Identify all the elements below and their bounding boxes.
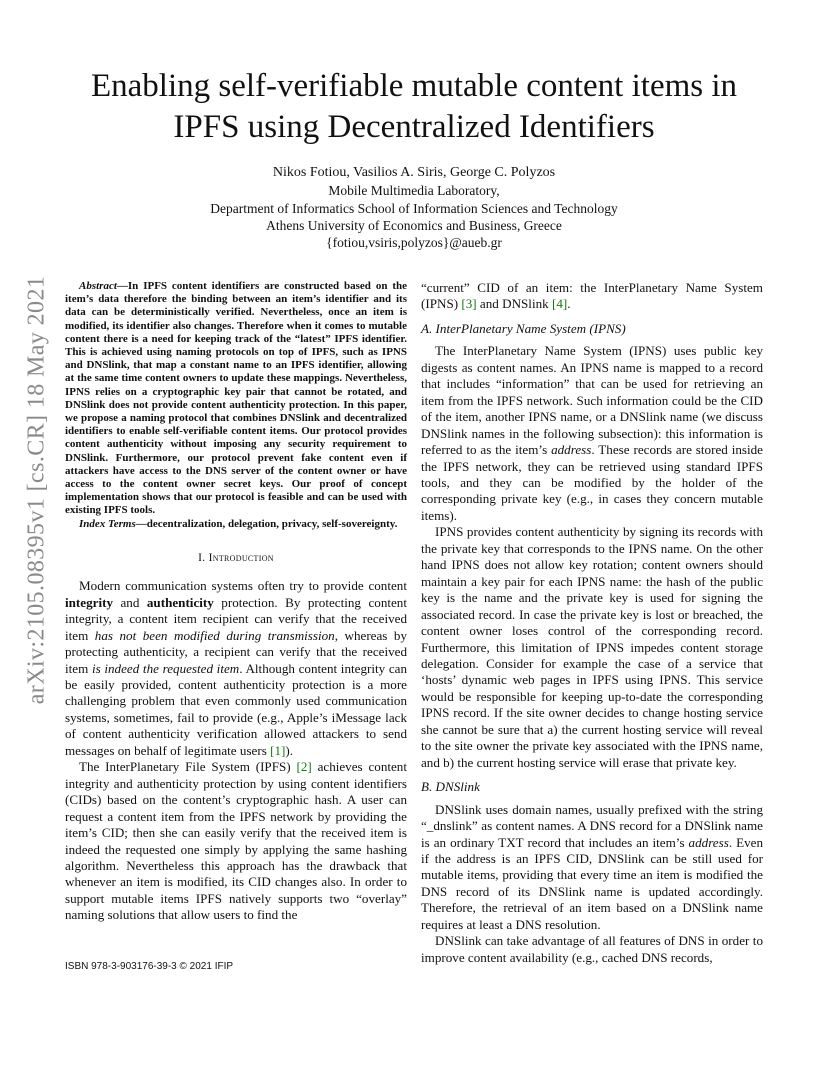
abstract-body: —In IPFS content identifiers are constructed based on the item’s data therefore the binding between an item’s identifier and its data can be deterministically verified. Nevertheless, once an item is modified, its identifier also changes. Therefore when it comes to mutable content there is a need for keeping track of the “latest” IPFS identifier. This is achieved using naming protocols on top of IPFS, such as IPNS and DNSlink, that map a constant name to an IPFS identifier, allowing at the same time content owners to update these mappings. Nevertheless, IPNS relies on a cryptographic key pair that cannot be rotated, and DNSlink does not provide content authenticity protection. In this paper, we propose a naming protocol that combines DNSlink and decentralized identifiers to enable self-verifiable content items. Our protocol provides content authenticity without imposing any security requirement to DNSlink. Furthermore, our protocol prevent fake content even if attackers have access to the DNS server of the content owner or have access to the content owner secret keys. Our proof of concept implementation shows that our protocol is feasible and can be used with existing IPFS tools.: [65, 280, 407, 517]
emphasis-text: has not been modified during transmission: [94, 627, 335, 643]
index-terms-body: —decentralization, delegation, privacy, self-sovereignty.: [135, 517, 398, 530]
index-terms: [65, 518, 407, 531]
text-run: . Although content integrity can be easily provided, content authenticity protection is a more challenging problem that even commonly used communication systems, sometimes, fail to provide (e.g., Apple’s iMessage lack of content authenticity verification allowed attackers to send messages on behalf of legitimate users: [65, 660, 408, 758]
text-run: , whereas by protecting authenticity, a recipient can verify that the received item: [65, 627, 408, 676]
arxiv-identifier-text: arXiv:2105.08395v1 [cs.CR] 18 May 2021: [23, 275, 50, 705]
text-run: Modern communication systems often try to provide content: [79, 578, 407, 594]
author-emails: {fotiou,vsiris,polyzos}@aueb.gr: [326, 235, 502, 251]
section-heading-introduction: [65, 550, 407, 566]
ipns-paragraph-1: [421, 343, 763, 524]
citation-link-2[interactable]: [2]: [296, 759, 312, 775]
abstract-label: Abstract: [79, 280, 117, 292]
section-title: Introduction: [208, 551, 274, 564]
bold-term-integrity: integrity: [65, 594, 113, 610]
text-run: and DNSlink: [476, 296, 552, 312]
emphasis-text: address: [688, 834, 729, 850]
arxiv-side-identifier: [17, 275, 57, 705]
text-run: achieves content integrity and authenticity protection by using content identifiers (CIDs) based on the content’s cryptographic hash. A user can request a content item from the IPFS network by providing the item’s CID; then she can easily verify that the received item is indeed the requested one simply by applying the same hashing algorithm. Nevertheless this approach has the drawback that whenever an item is modified, its CID changes also. In order to support mutable items IPFS natively supports two “overlay” naming solutions that allow users to find the: [65, 759, 407, 923]
footer-isbn: ISBN 978-3-903176-39-3 © 2021 IFIP: [65, 961, 234, 972]
text-run: .: [567, 296, 571, 312]
citation-link-3[interactable]: [3]: [461, 296, 477, 312]
text-run: . Even if the address is an IPFS CID, DNSlink can be still used for mutable items, providing that every time an item is modified the DNS record of its DNSlink name is updated accordingly. Therefore, the retrieval of an item based on a DNSlink name requires at least a DNS resolution.: [421, 834, 763, 932]
subsection-heading-dnslink: B. DNSlink: [421, 779, 480, 795]
author-block: [100, 164, 728, 251]
right-column: [421, 280, 763, 966]
text-run: and: [113, 594, 147, 610]
title-line-1: Enabling self-verifiable mutable content items in: [90, 68, 738, 104]
affiliation-department: Department of Informatics School of Information Sciences and Technology: [210, 200, 618, 216]
emphasis-text: address: [551, 442, 592, 458]
affiliation-lab: Mobile Multimedia Laboratory,: [328, 183, 500, 199]
text-run: ).: [285, 742, 293, 758]
text-run: DNSlink uses domain names, usually prefixed with the string “_dnslink” as content names. A DNS record for a DNSlink name is an ordinary TXT record that includes an item’s: [421, 801, 763, 850]
section-number: I.: [198, 551, 206, 564]
ipns-paragraph-2: IPNS provides content authenticity by signing its records with the private key that corresponds to the IPNS name. On the other hand IPNS does not allow key rotation; content owners should maintain a key pair for each IPNS name: the hash of the public key is the name and the private key is used for signing the associated record. In case the private key is lost or breached, the content owner loses control of the corresponding record. Furthermore, this limitation of IPNS impedes content storage delegation. Consider for example the case of a service that ‘hosts’ dynamic web pages in IPFS using IPNS. This service would be responsible for keeping up-to-date the corresponding IPNS record. If the site owner decides to change hosting service she cannot be sure that a) the current hosting service will reveal to the site owner the private key associated with the IPNS name, and b) the current hosting service will erase that private key.: [421, 524, 763, 770]
text-run: protection. By protecting content integrity, a content item recipient can verify that the received item: [65, 594, 407, 643]
left-column: [65, 280, 407, 924]
subsection-heading-ipns: A. InterPlanetary Name System (IPNS): [421, 320, 626, 336]
dnslink-paragraph-1: [421, 802, 763, 934]
right-continuation-paragraph: [421, 280, 763, 313]
text-run: “current” CID of an item: the InterPlanetary Name System (IPNS): [421, 280, 763, 312]
citation-link-4[interactable]: [4]: [551, 296, 568, 312]
abstract: [65, 280, 407, 518]
emphasis-text: is indeed the requested item: [91, 660, 240, 676]
title-line-2: IPFS using Decentralized Identifiers: [173, 109, 655, 145]
bold-term-authenticity: authenticity: [146, 594, 214, 610]
intro-paragraph-2: [65, 759, 407, 924]
author-names: Nikos Fotiou, Vasilios A. Siris, George C. Polyzos: [272, 165, 556, 180]
dnslink-paragraph-2: DNSlink can take advantage of all features of DNS in order to improve content availability (e.g., cached DNS records,: [421, 933, 763, 965]
text-run: The InterPlanetary File System (IPFS): [79, 759, 297, 775]
affiliation-university: Athens University of Economics and Business, Greece: [266, 217, 562, 233]
index-terms-label: Index Terms: [79, 517, 136, 530]
text-run: . These records are stored inside the IPFS network, they can be retrieved using standard IPFS tools, and they can be modified by the holder of the corresponding private key (e.g., in cases they concern mutable items).: [421, 442, 763, 523]
citation-link-1[interactable]: [1]: [270, 742, 286, 758]
intro-paragraph-1: [65, 578, 407, 759]
text-run: The InterPlanetary Name System (IPNS) uses public key digests as content names. An IPNS name is mapped to a record that includes “information” that can be used for retrieving an item from the IPFS network. Such information could be the CID of the item, another IPNS name, or a DNSlink name (we discuss DNSlink names in the following subsection): this information is referred to as the item’s: [421, 343, 763, 458]
paper-title: [60, 66, 768, 148]
